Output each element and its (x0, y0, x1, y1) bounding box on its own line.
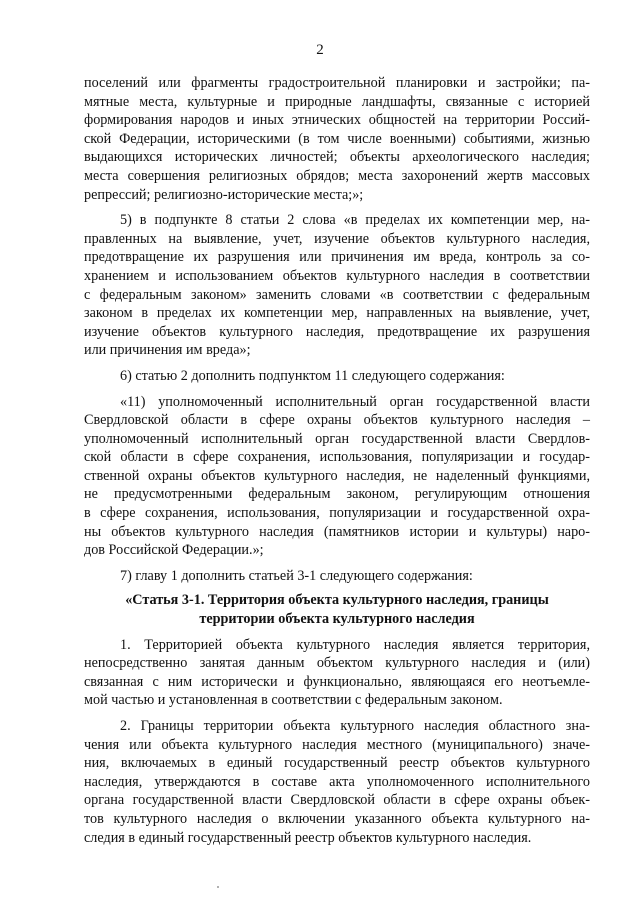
text-line: ны объектов культурного наследия (памятников истории и культуры) наро- (84, 523, 590, 540)
text-line: мятные места, культурные и природные ландшафты, связанные с историей (84, 93, 590, 110)
paragraph (84, 717, 590, 847)
article-heading (84, 591, 590, 628)
scan-speck (217, 886, 219, 888)
text-line: чения или объекта культурного наследия местного (муниципального) значе- (84, 736, 590, 753)
text-line: 1. Территорией объекта культурного наследия является территория, (120, 636, 590, 653)
text-line: следия в единый государственный реестр объектов культурного наследия. (84, 829, 532, 846)
paragraph (84, 567, 590, 586)
text-line: изучение объектов культурного наследия, предотвращение их разрушения (84, 323, 590, 340)
text-line: органа государственной власти Свердловской области в сфере охраны объек- (84, 792, 590, 809)
text-line: предотвращение их разрушения или причинения им вреда, контроль за со- (84, 249, 590, 266)
paragraph (84, 636, 590, 710)
page-number: 2 (316, 42, 324, 58)
text-line: не предусмотренными федеральным законом, регулирующим отношения (84, 486, 590, 503)
text-line: ственной охраны объектов культурного наследия, не наделенный функциями, (84, 467, 590, 484)
text-line: мой частью и установленная в соответствии с федеральным законом. (84, 692, 503, 709)
text-line: наследия, утверждаются в составе акта уполномоченного исполнительного (84, 773, 590, 790)
text-line: дов Российской Федерации.»; (84, 542, 264, 559)
paragraph (84, 74, 590, 204)
paragraph (84, 393, 590, 560)
text-line: формирования народов и иных этнических общностей на территории Россий- (84, 112, 590, 129)
text-line: Свердловской области в сфере охраны объектов культурного наследия – (84, 412, 590, 429)
text-line: места совершения религиозных обрядов; места захоронений жертв массовых (84, 167, 590, 184)
text-line: репрессий; религиозно-исторические места;»; (84, 186, 364, 203)
text-line: правленных на выявление, учет, изучение объектов культурного наследия, (84, 230, 590, 247)
paragraph (84, 367, 590, 386)
heading-line: «Статья 3-1. Территория объекта культурного наследия, границы (125, 592, 549, 609)
text-line: ской Федерации, историческими (в том числе военными) событиями, жизнью (84, 130, 590, 147)
text-line: хранением и использованием объектов культурного наследия в соответствии (84, 267, 590, 284)
text-line: тов культурного наследия о включении указанного объекта культурного на- (84, 810, 590, 827)
text-line: в сфере сохранения, использования, популяризации и государственной охра- (84, 505, 590, 522)
text-line: поселений или фрагменты градостроительной планировки и застройки; па- (84, 75, 590, 91)
heading-line: территории объекта культурного наследия (199, 611, 475, 628)
text-line: связанная с ним исторически и функционально, являющаяся его неотъемле- (84, 673, 590, 690)
text-line: выдающихся исторических личностей; объекты археологического наследия; (84, 149, 590, 166)
document-body (84, 74, 590, 847)
text-line: с федеральным законом» заменить словами «в соответствии с федеральным (84, 286, 590, 303)
text-line: ния, включаемых в единый государственный реестр объектов культурного (84, 755, 590, 772)
text-line: 5) в подпункте 8 статьи 2 слова «в пределах их компетенции мер, на- (120, 212, 590, 229)
text-line: уполномоченный исполнительный орган государственной власти Свердлов- (84, 430, 590, 447)
text-line: непосредственно занятая данным объектом культурного наследия и (или) (84, 655, 590, 672)
text-line: или причинения им вреда»; (84, 342, 251, 359)
text-line: 6) статью 2 дополнить подпунктом 11 следующего содержания: (120, 367, 505, 384)
paragraph (84, 211, 590, 360)
text-line: 7) главу 1 дополнить статьей 3-1 следующего содержания: (120, 567, 473, 584)
text-line: законом в пределах их компетенции мер, направленных на выявление, учет, (84, 305, 590, 322)
text-line: «11) уполномоченный исполнительный орган государственной власти (120, 393, 590, 410)
text-line: ской области в сфере сохранения, использования, популяризации и государ- (84, 449, 590, 466)
text-line: 2. Границы территории объекта культурного наследия областного зна- (120, 718, 590, 734)
